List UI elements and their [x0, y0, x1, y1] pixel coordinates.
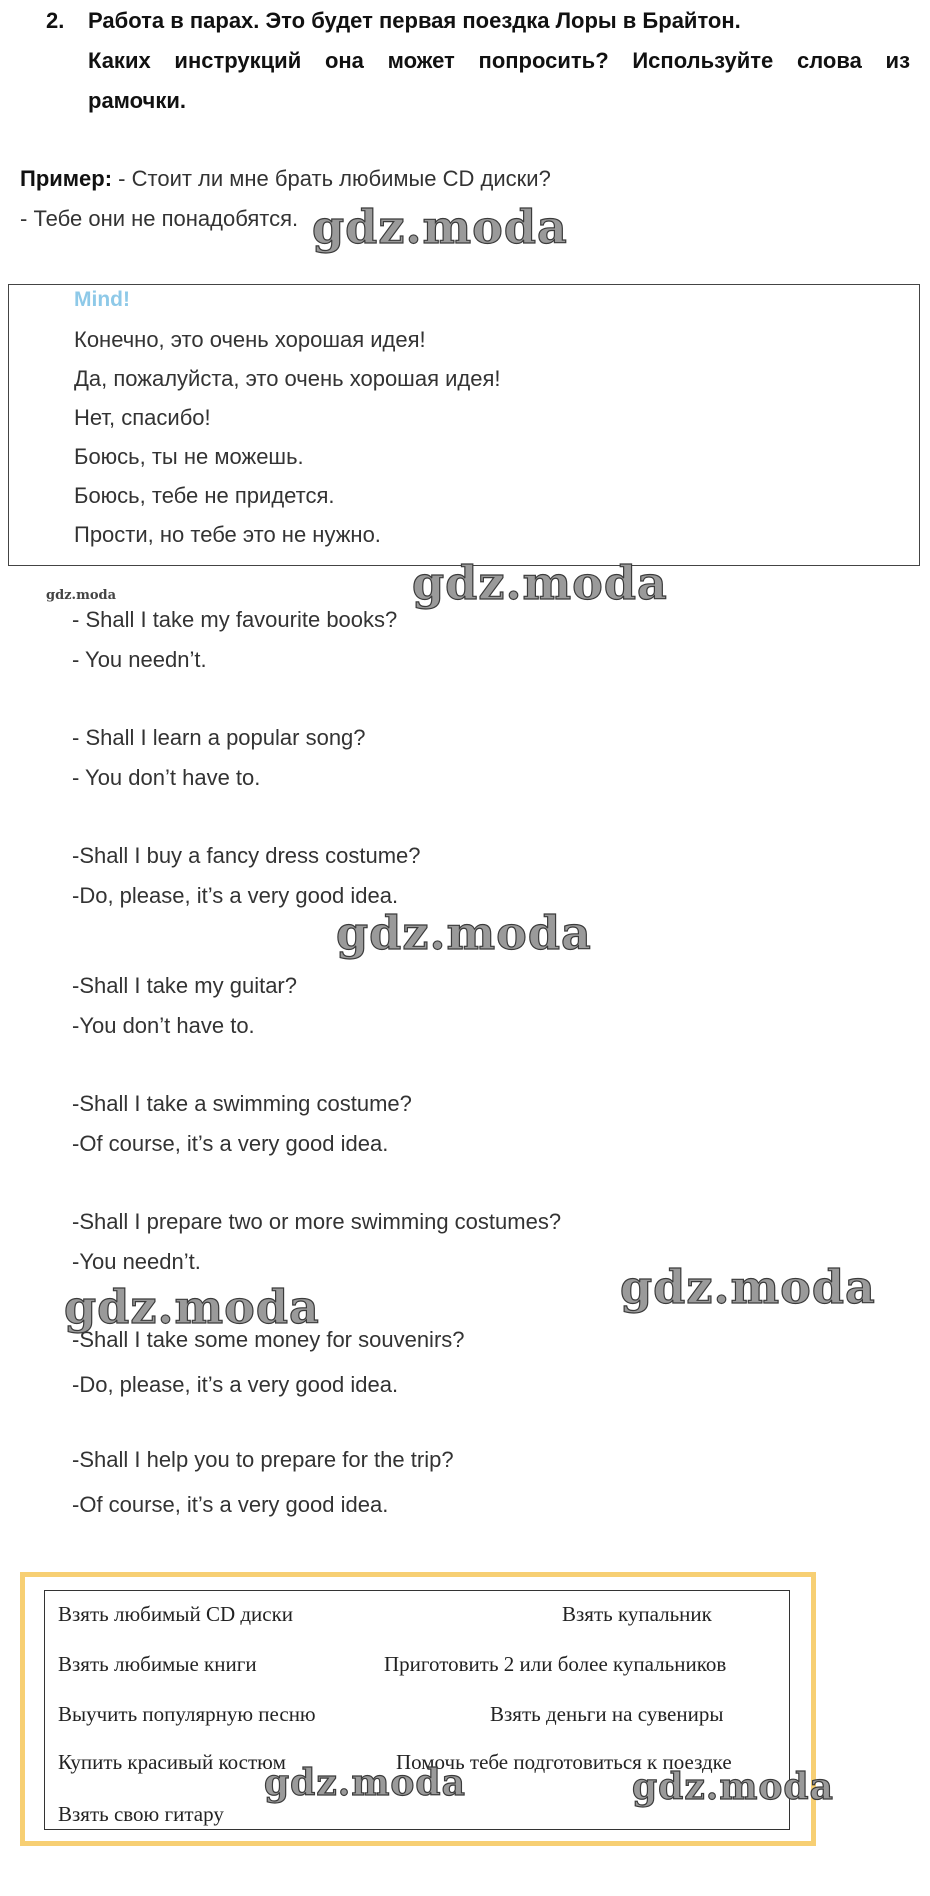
dialogue-answer: -You needn’t.	[72, 1249, 201, 1274]
word-box-item: Помочь тебе подготовиться к поездке	[396, 1750, 732, 1774]
word-box-item: Купить красивый костюм	[58, 1750, 286, 1774]
word-box-item: Взять любимые книги	[58, 1652, 257, 1676]
word-box-item: Приготовить 2 или более купальников	[384, 1652, 727, 1676]
example-answer: - Тебе они не понадобятся.	[20, 206, 299, 231]
mind-item: Боюсь, тебе не придется.	[74, 483, 335, 508]
dialogue-answer: - You don’t have to.	[72, 765, 261, 790]
watermark-logo: gdz.moda	[632, 1766, 834, 1808]
mind-item: Да, пожалуйста, это очень хорошая идея!	[74, 366, 501, 391]
dialogue-question: -Shall I take my guitar?	[72, 973, 297, 998]
dialogue-question: - Shall I take my favourite books?	[72, 607, 398, 632]
mind-item: Прости, но тебе это не нужно.	[74, 522, 381, 547]
dialogue-question: -Shall I help you to prepare for the trip?	[72, 1447, 454, 1472]
dialogue-answer: -Do, please, it’s a very good idea.	[72, 1372, 399, 1397]
watermark-logo: gdz.moda	[264, 1762, 466, 1804]
task-number: 2.	[46, 8, 65, 33]
example-question-text: - Стоит ли мне брать любимые CD диски?	[112, 166, 551, 191]
word-box-item: Выучить популярную песню	[58, 1702, 316, 1726]
task-line-2: Каких инструкций она может попросить? Используйте слова из	[88, 48, 910, 73]
mind-item: Конечно, это очень хорошая идея!	[74, 327, 426, 352]
dialogue-answer: -Of course, it’s a very good idea.	[72, 1131, 389, 1156]
watermark-logo: gdz.moda	[620, 1260, 876, 1314]
dialogue-question: - Shall I learn a popular song?	[72, 725, 366, 750]
mind-item: Боюсь, ты не можешь.	[74, 444, 304, 469]
mind-item: Нет, спасибо!	[74, 405, 211, 430]
watermark-small: gdz.moda	[46, 588, 117, 603]
word-box-item: Взять деньги на сувениры	[490, 1702, 724, 1726]
dialogue-question: -Shall I take some money for souvenirs?	[72, 1327, 465, 1352]
task-line-3: рамочки.	[88, 88, 186, 113]
dialogue-answer: -Do, please, it’s a very good idea.	[72, 883, 399, 908]
example-question	[20, 166, 551, 192]
word-box-item: Взять купальник	[562, 1602, 712, 1626]
watermark-logo: gdz.moda	[336, 906, 592, 960]
watermark-logo: gdz.moda	[312, 200, 568, 254]
task-line-1: Работа в парах. Это будет первая поездка Лоры в Брайтон.	[88, 8, 741, 33]
watermark-logo: gdz.moda	[412, 556, 668, 610]
dialogue-question: -Shall I buy a fancy dress costume?	[72, 843, 421, 868]
mind-title: Mind!	[74, 288, 130, 311]
example-label: Пример:	[20, 166, 113, 191]
dialogue-answer: - You needn’t.	[72, 647, 207, 672]
word-box-item: Взять свою гитару	[58, 1802, 224, 1826]
dialogue-question: -Shall I prepare two or more swimming costumes?	[72, 1209, 562, 1234]
watermark-logo: gdz.moda	[64, 1280, 320, 1334]
dialogue-question: -Shall I take a swimming costume?	[72, 1091, 412, 1116]
dialogue-answer: -You don’t have to.	[72, 1013, 255, 1038]
word-box-item: Взять любимый CD диски	[58, 1602, 294, 1626]
dialogue-answer: -Of course, it’s a very good idea.	[72, 1492, 389, 1517]
